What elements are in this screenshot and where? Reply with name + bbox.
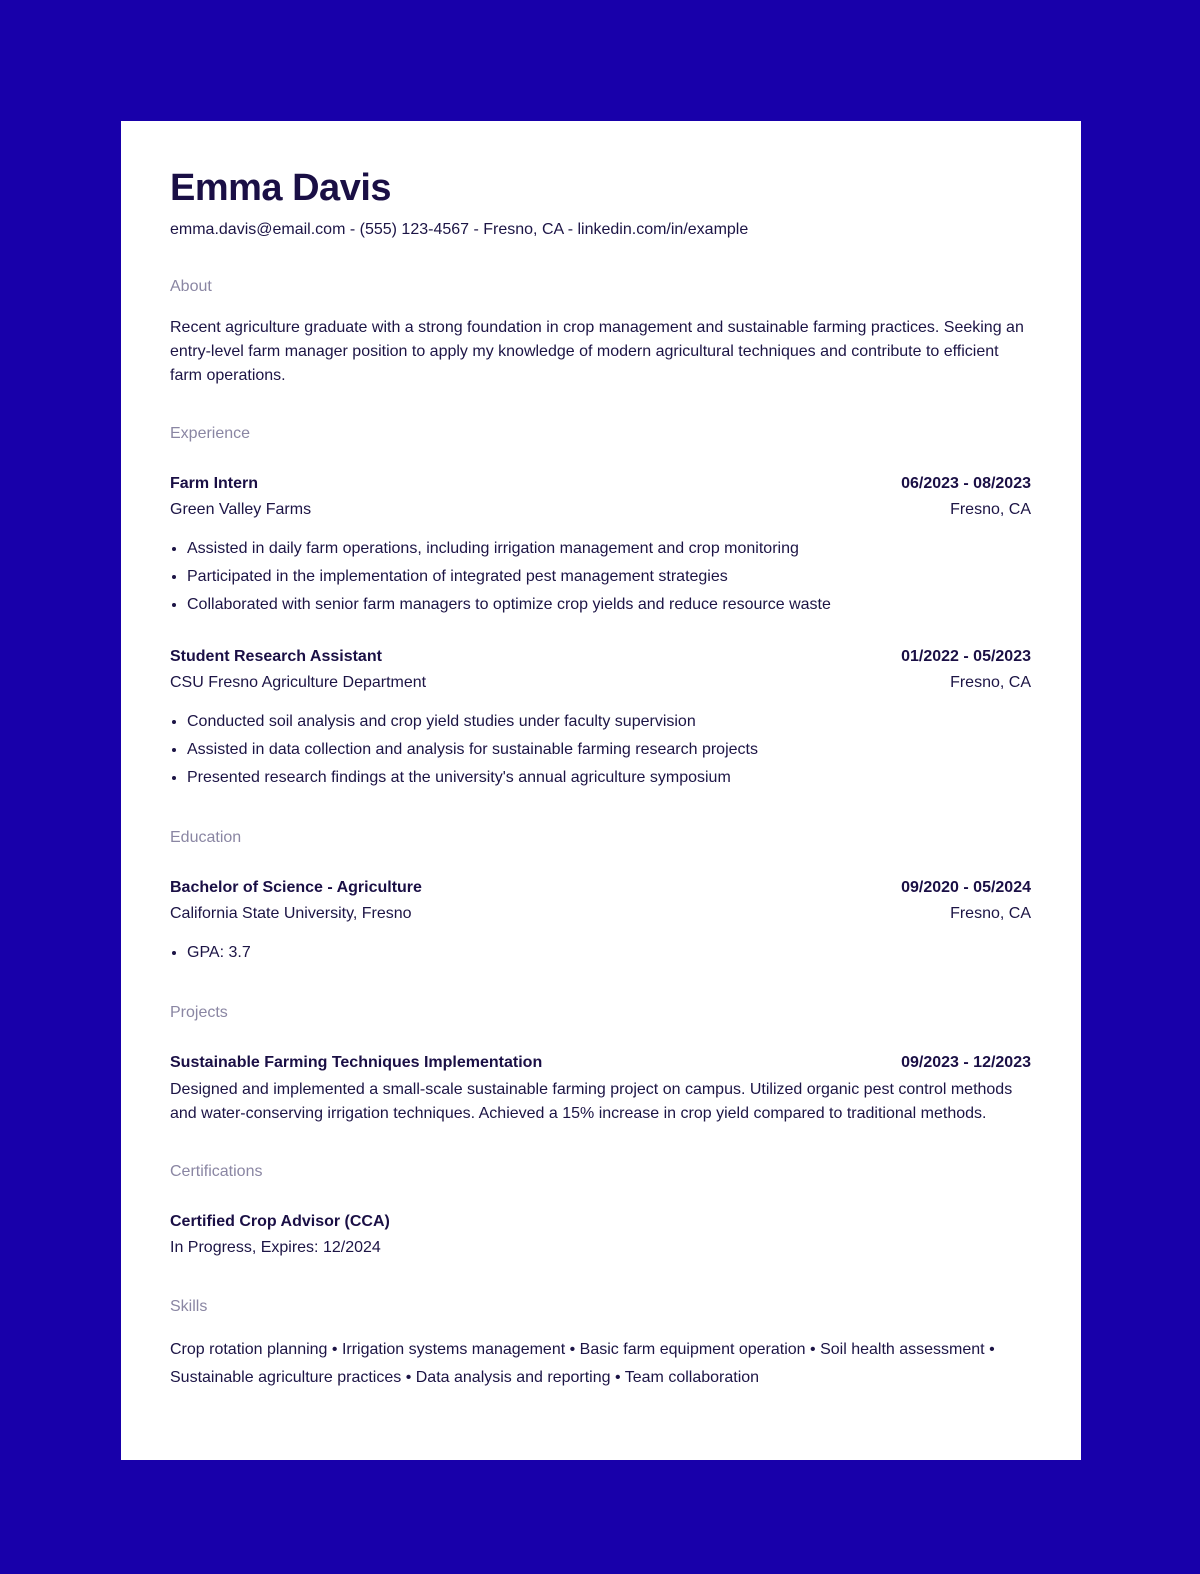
- resume-page: [121, 121, 1081, 1460]
- skill-item: Irrigation systems management: [341, 1341, 566, 1358]
- education-bullets: [170, 939, 1031, 967]
- project-entry: [170, 1050, 1031, 1126]
- certification-status: In Progress, Expires: 12/2024: [170, 1239, 381, 1256]
- project-name: Sustainable Farming Techniques Implementation: [170, 1054, 543, 1071]
- bullet-item: • Collaborated with senior farm managers to optimize crop yields and reduce resource waste: [187, 591, 1031, 619]
- section-title-certifications: Certifications: [170, 1163, 263, 1180]
- project-dates: 09/2023 - 12/2023: [901, 1054, 1031, 1071]
- experience-location: Fresno, CA: [950, 674, 1031, 691]
- contact-line: emma.davis@email.com - (555) 123-4567 - Fresno, CA - linkedin.com/in/example: [170, 221, 749, 238]
- skills-list: [170, 1336, 1031, 1392]
- experience-bullets: [170, 535, 1031, 619]
- skill-separator: •: [569, 1341, 576, 1358]
- skill-separator: •: [614, 1369, 621, 1386]
- skill-item: Team collaboration: [624, 1369, 760, 1386]
- education-school: California State University, Fresno: [170, 905, 412, 922]
- experience-role: Student Research Assistant: [170, 648, 382, 665]
- skill-separator: •: [331, 1341, 338, 1358]
- education-location: Fresno, CA: [950, 905, 1031, 922]
- bullet-item: • Participated in the implementation of integrated pest management strategies: [187, 563, 1031, 591]
- skill-item: Crop rotation planning: [170, 1341, 328, 1358]
- section-title-education: Education: [170, 829, 242, 846]
- experience-org: CSU Fresno Agriculture Department: [170, 674, 427, 691]
- section-title-about: About: [170, 278, 212, 295]
- bullet-item: • Conducted soil analysis and crop yield studies under faculty supervision: [187, 708, 1031, 736]
- education-degree: Bachelor of Science - Agriculture: [170, 879, 422, 896]
- bullet-item: • Presented research findings at the university's annual agriculture symposium: [187, 764, 1031, 792]
- skill-item: Data analysis and reporting: [415, 1369, 611, 1386]
- bullet-item: • GPA: 3.7: [187, 939, 1031, 967]
- experience-org: Green Valley Farms: [170, 501, 312, 518]
- experience-entry: [170, 644, 1031, 792]
- experience-location: Fresno, CA: [950, 501, 1031, 518]
- experience-bullets: [170, 708, 1031, 792]
- certification-entry: [170, 1209, 1031, 1261]
- bullet-item: • Assisted in daily farm operations, including irrigation management and crop monitoring: [187, 535, 1031, 563]
- skill-separator: •: [405, 1369, 412, 1386]
- bullet-item: • Assisted in data collection and analysis for sustainable farming research projects: [187, 736, 1031, 764]
- experience-dates: 06/2023 - 08/2023: [901, 475, 1031, 492]
- certification-name: Certified Crop Advisor (CCA): [170, 1213, 390, 1230]
- candidate-name: Emma Davis: [170, 167, 392, 209]
- project-description: Designed and implemented a small-scale sustainable farming project on campus. Utilized organic pest control methods and water-conserving irrigation techniques. Achieved a 15% increase in crop yield compared to traditional methods.: [170, 1081, 1013, 1122]
- education-entry: [170, 875, 1031, 967]
- skill-separator: •: [989, 1341, 995, 1358]
- section-title-experience: Experience: [170, 425, 251, 442]
- skill-item: Sustainable agriculture practices: [170, 1369, 402, 1386]
- section-title-projects: Projects: [170, 1004, 228, 1021]
- skill-separator: •: [810, 1341, 816, 1358]
- skill-item: Soil health assessment: [820, 1341, 985, 1358]
- experience-role: Farm Intern: [170, 475, 259, 492]
- education-dates: 09/2020 - 05/2024: [901, 879, 1031, 896]
- skill-item: Basic farm equipment operation: [579, 1341, 806, 1358]
- experience-dates: 01/2022 - 05/2023: [901, 648, 1031, 665]
- section-title-skills: Skills: [170, 1298, 208, 1315]
- about-text: Recent agriculture graduate with a strong foundation in crop management and sustainable farming practices. Seeking an entry-level farm manager position to apply my knowledge of modern agricultural techniques and contribute to efficient farm operations.: [170, 319, 1024, 384]
- experience-entry: [170, 471, 1031, 619]
